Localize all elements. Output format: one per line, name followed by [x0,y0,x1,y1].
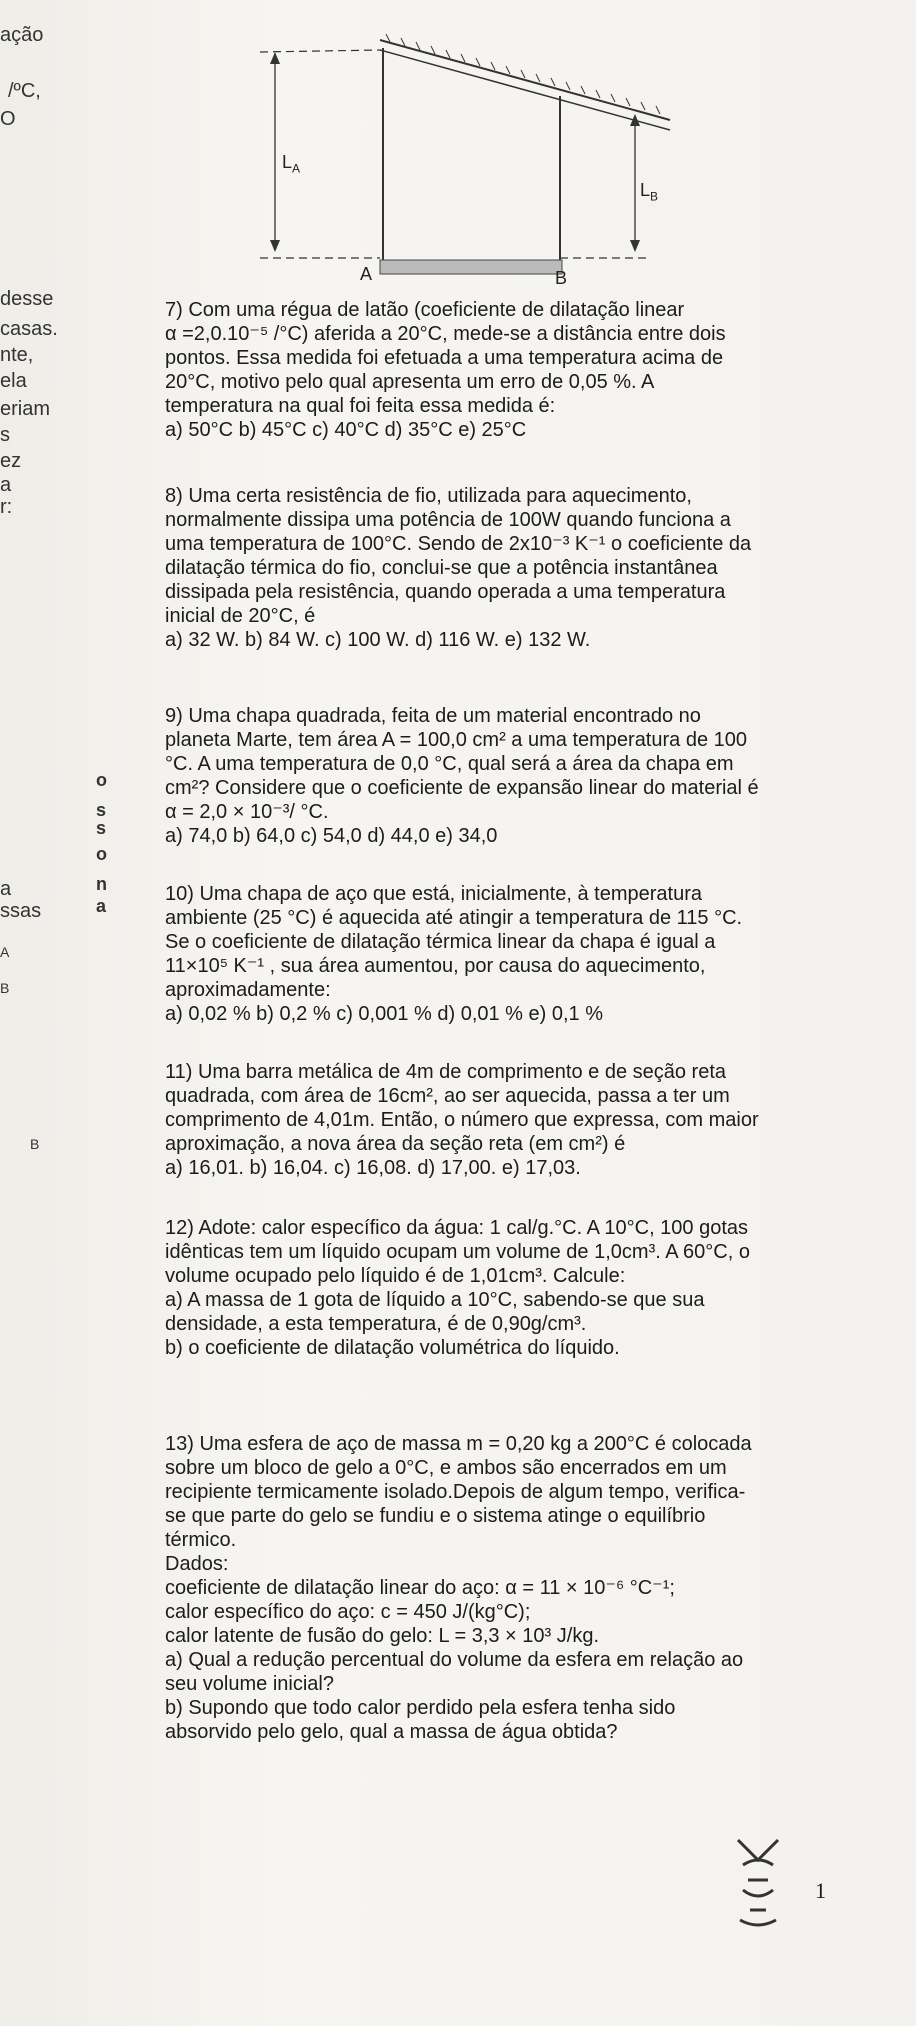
margin-mark: s [96,818,107,838]
fragment: nte, [0,344,34,366]
q11-line: comprimento de 4,01m. Então, o número que expressa, com maior [165,1109,759,1131]
margin-mark: s [96,800,107,820]
q10-line: aproximadamente: [165,979,331,1001]
q11-line: 11) Uma barra metálica de 4m de comprimento e de seção reta [165,1061,727,1083]
margin-mark: o [96,844,107,864]
question-10 [165,882,896,1026]
q13-line: absorvido pelo gelo, qual a massa de água obtida? [165,1721,618,1743]
q13-line: calor específico do aço: c = 450 J/(kg°C); [165,1601,531,1623]
q10-line: 11×10⁵ K⁻¹ , sua área aumentou, por causa do aquecimento, [165,955,706,977]
q7-line: 7) Com uma régua de latão (coeficiente de dilatação linear [165,299,685,321]
q13-line: se que parte do gelo se fundiu e o sistema atinge o equilíbrio [165,1505,706,1527]
q11-line: quadrada, com área de 16cm², ao ser aquecida, passa a ter um [165,1085,730,1107]
q8-line: 8) Uma certa resistência de fio, utilizada para aquecimento, [165,485,692,507]
page-number: 1 [815,1878,826,1903]
question-9 [165,704,896,848]
q11-line: aproximação, a nova área da seção reta (em cm²) é [165,1133,626,1155]
q13-line: calor latente de fusão do gelo: L = 3,3 × 10³ J/kg. [165,1625,599,1647]
q9-line: cm²? Considere que o coeficiente de expansão linear do material é [165,777,759,799]
q10-line: Se o coeficiente de dilatação térmica linear da chapa é igual a [165,931,716,953]
q13-line: térmico. [165,1529,237,1551]
fragment: ação [0,24,44,46]
q11-options: a) 16,01. b) 16,04. c) 16,08. d) 17,00. e) 17,03. [165,1157,581,1179]
fragment: ez [0,450,22,472]
fragment: a [0,474,12,496]
q9-line: α = 2,0 × 10⁻³/ °C. [165,801,329,823]
fragment: O [0,108,16,130]
q7-line: α =2,0.10⁻⁵ /°C) aferida a 20°C, mede-se a distância entre dois [165,323,726,345]
q13-line: Dados: [165,1553,229,1575]
q12-line: idênticas tem um líquido ocupam um volume de 1,0cm³. A 60°C, o [165,1241,750,1263]
q10-options: a) 0,02 % b) 0,2 % c) 0,001 % d) 0,01 % e) 0,1 % [165,1003,604,1025]
q13-line: seu volume inicial? [165,1673,334,1695]
q10-line: ambiente (25 °C) é aquecida até atingir a temperatura de 115 °C. [165,907,743,929]
q7-line: temperatura na qual foi feita essa medida é: [165,395,556,417]
q9-line: 9) Uma chapa quadrada, feita de um material encontrado no [165,705,701,727]
q12-line: b) o coeficiente de dilatação volumétrica do líquido. [165,1337,620,1359]
q13-line: 13) Uma esfera de aço de massa m = 0,20 kg a 200°C é colocada [165,1433,752,1455]
question-13 [165,1432,896,1744]
fragment: casas. [0,318,58,340]
left-column-fragments [0,0,120,2026]
fragment: B [0,980,10,996]
question-12 [165,1216,896,1360]
question-8 [165,484,896,652]
q13-line: a) Qual a redução percentual do volume da esfera em relação ao [165,1649,744,1671]
margin-mark: o [96,770,107,790]
q12-line: a) A massa de 1 gota de líquido a 10°C, sabendo-se que sua [165,1289,705,1311]
q9-options: a) 74,0 b) 64,0 c) 54,0 d) 44,0 e) 34,0 [165,825,498,847]
fragment: r: [0,496,13,518]
q7-line: pontos. Essa medida foi efetuada a uma temperatura acima de [165,347,724,369]
q7-options: a) 50°C b) 45°C c) 40°C d) 35°C e) 25°C [165,419,527,441]
q12-line: 12) Adote: calor específico da água: 1 cal/g.°C. A 10°C, 100 gotas [165,1217,749,1239]
q13-line: recipiente termicamente isolado.Depois de algum tempo, verifica- [165,1481,746,1503]
fragment: ssas [0,900,42,922]
fragment: B [30,1136,40,1152]
fragment: s [0,424,10,446]
q8-line: normalmente dissipa uma potência de 100W quando funciona a [165,509,731,531]
question-7 [165,298,896,442]
label-la: $L_A$ [282,152,301,176]
q7-line: 20°C, motivo pelo qual apresenta um erro de 0,05 %. A [165,371,655,393]
q9-line: °C. A uma temperatura de 0,0 °C, qual será a área da chapa em [165,753,734,775]
stamp-icon [728,1830,788,1930]
q13-line: sobre um bloco de gelo a 0°C, e ambos são encerrados em um [165,1457,727,1479]
label-point-a: A [360,264,373,284]
q13-line: coeficiente de dilatação linear do aço: α = 11 × 10⁻⁶ °C⁻¹; [165,1577,675,1599]
label-point-b: B [555,268,568,288]
q12-line: volume ocupado pelo líquido é de 1,01cm³. Calcule: [165,1265,626,1287]
margin-mark: a [96,896,107,916]
q12-line: densidade, a esta temperatura, é de 0,90g/cm³. [165,1313,587,1335]
q9-line: planeta Marte, tem área A = 100,0 cm² a uma temperatura de 100 [165,729,748,751]
fragment: A [0,944,10,960]
q8-line: uma temperatura de 100°C. Sendo de 2x10⁻³ K⁻¹ o coeficiente da [165,533,752,555]
label-lb: $L_B$ [640,180,659,204]
q8-line: dissipada pela resistência, quando operada a uma temperatura [165,581,726,603]
fragment: eriam [0,398,51,420]
fragment: /ºC, [8,80,41,102]
margin-mark: n [96,874,107,894]
fragment: ela [0,370,27,392]
q8-line: dilatação térmica do fio, conclui-se que a potência instantânea [165,557,718,579]
q13-line: b) Supondo que todo calor perdido pela esfera tenha sido [165,1697,676,1719]
fragment: a [0,878,12,900]
q8-line: inicial de 20°C, é [165,605,316,627]
q10-line: 10) Uma chapa de aço que está, inicialmente, à temperatura [165,883,702,905]
q8-options: a) 32 W. b) 84 W. c) 100 W. d) 116 W. e) 132 W. [165,629,591,651]
fragment: desse [0,288,54,310]
ruler-diagram [230,20,690,295]
question-11 [165,1060,896,1180]
